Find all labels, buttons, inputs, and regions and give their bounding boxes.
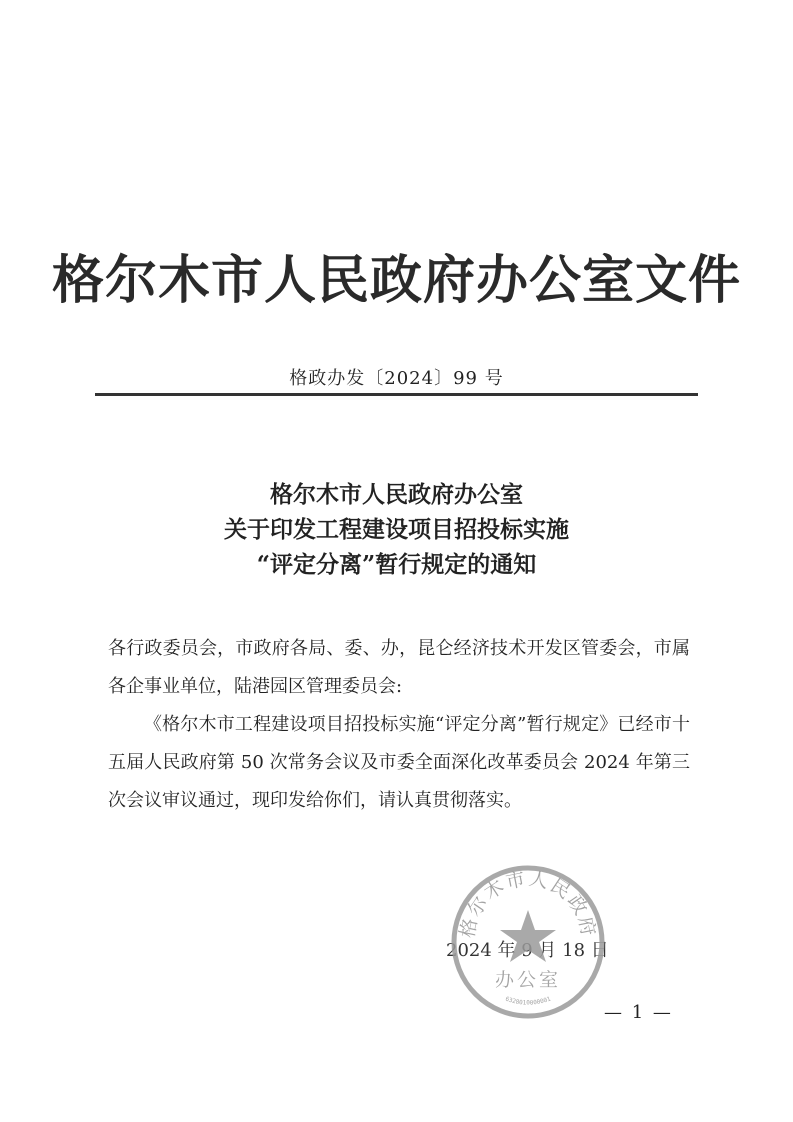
page-number: — 1 —: [604, 1002, 673, 1023]
title-line-3: “评定分离”暂行规定的通知: [256, 551, 537, 578]
title-line-2: 关于印发工程建设项目招投标实施: [224, 516, 569, 543]
title-line-1: 格尔木市人民政府办公室: [270, 481, 523, 508]
official-seal-stamp: [448, 862, 608, 1022]
header-divider: [95, 393, 698, 396]
signing-date: 2024 年 9 月 18 日: [446, 940, 609, 961]
body-paragraph: 《格尔木市工程建设项目招投标实施“评定分离”暂行规定》已经市十五届人民政府第 50 次常务会议及市委全面深化改革委员会 2024 年第三次会议审议通过，现印发给你们，请认真贯彻落实。: [108, 714, 690, 811]
salutation: 各行政委员会，市政府各局、委、办，昆仑经济技术开发区管委会，市属各企事业单位，陆港园区管理委员会:: [108, 638, 690, 697]
issuer-masthead: 格尔木市人民政府办公室文件: [51, 250, 741, 311]
svg-text:格尔木市人民政府: 格尔木市人民政府: [456, 867, 600, 940]
svg-text:办公室: 办公室: [494, 969, 562, 991]
document-body: [108, 630, 690, 820]
document-number: 格政办发〔2024〕99 号: [289, 368, 504, 389]
document-title: [0, 477, 793, 582]
svg-text:6328010000001: 6328010000001: [504, 995, 552, 1007]
